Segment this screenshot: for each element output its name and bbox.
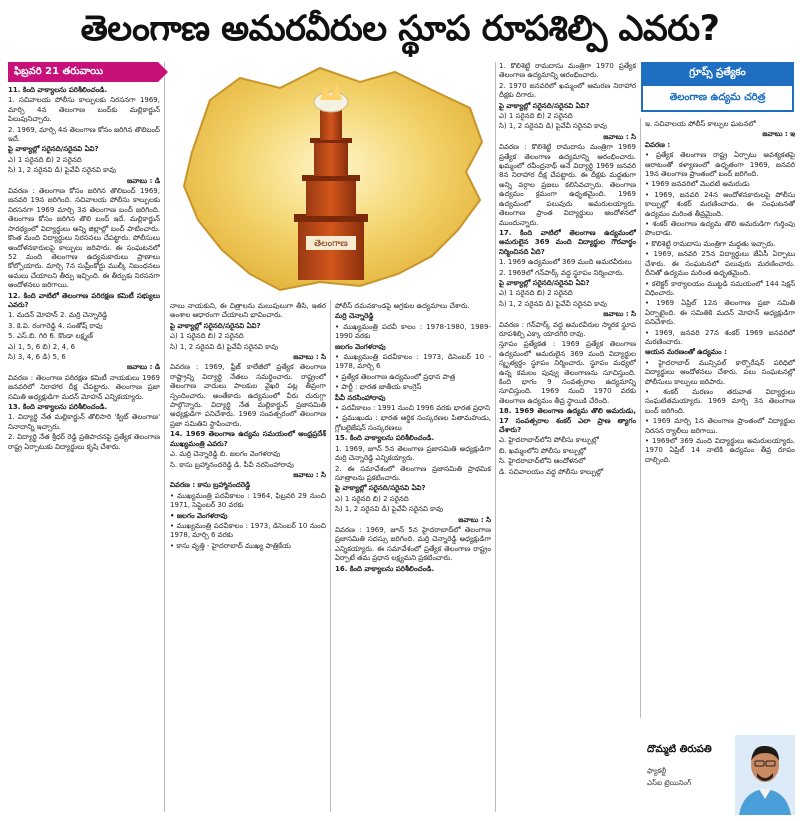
option: ఎ) 1 సరైనది బి) 2 సరైనది <box>170 332 244 341</box>
option: ఎ. మర్రి చెన్నారెడ్డి బి. జలగం వెంగళరావు <box>170 450 281 459</box>
explanation: వివరణ : కాసు బ్రహ్మానందరెడ్డి <box>170 481 251 490</box>
continuation-tag: ఫిబ్రవరి 21 తరువాయి <box>8 62 158 82</box>
statement: 1. 1969, జూన్ 5న తెలంగాణ ప్రజాసమితి అధ్యక్షుడిగా మర్రి చెన్నారెడ్డి ఎన్నికయ్యారు. <box>335 444 491 463</box>
explanation: వివరణ : 1969, ఫ్రీజ్ కాలేజీలో ప్రత్యేక తెలంగాణ రాష్ట్రాన్ని విద్యార్థి నేతలు సమర్థించారు. రాష్ట్రంలో తెలంగాణ వాదులు పాలకుల వైఖరి పట్ల తీవ్రంగా స్పందించారు. అంతేకాదు ఉద్యమంలో వీరు చురుగ్గా పాల్గొన్నారు. విద్యార్థి నేత మల్లికార్జున్ ప్రజాసమితి అధ్యక్షుడిగా పనిచేశారు. 1969 సంవత్సరంలో తెలంగాణ ప్రజా సమితిని స్థాపించారు. <box>170 363 326 428</box>
bullet: • కలెక్టర్ కార్యాలయం ముట్టడి సమయంలో 144 సెక్షన్ విధించారు. <box>645 279 795 297</box>
column-2 <box>170 302 326 812</box>
question-prompt: పై వాక్యాల్లో సరైనది/సరైనవి ఏవి? <box>499 101 590 110</box>
headline: తెలంగాణ అమరవీరుల స్థూప రూపశిల్పి ఎవరు? <box>80 9 720 49</box>
answer: జవాబు : సి <box>603 310 636 319</box>
author-role-detail: ఎస్ఐ ట్రెయినింగ్ <box>647 779 692 787</box>
subheading: • జలగం వెంగళరావు <box>170 511 228 520</box>
telangana-map-monument-illustration <box>170 60 492 298</box>
avatar <box>735 735 795 815</box>
bullet: • కొలిశెట్టి రామదాసు మంత్రిగా మద్దతు ఇచ్చారు. <box>645 239 776 248</box>
author-photo-icon <box>735 735 795 815</box>
column-divider <box>640 118 641 718</box>
bullet: • శంకర్ మరణం తరువాత విద్యార్థులు సంఘటితమయ్యారు. 1969 మార్చి 3న తెలంగాణ బంద్ జరిగింది. <box>645 387 795 415</box>
author-card <box>647 735 797 817</box>
answer: జవాబు : సి <box>293 353 326 362</box>
answer: జవాబు : సి <box>603 132 636 141</box>
bullet: • 1969లో 369 మంది విద్యార్థులు అమరులయ్యారు. 1970 ఏప్రిల్ 14 నాటికి ఉద్యమం తీవ్ర రూపం దాల్చింది. <box>645 437 795 464</box>
section-label: గ్రూప్స్ ప్రత్యేకం <box>641 62 794 84</box>
option: సి) 1, 2 సరైనవి డి) పైవేవీ సరైనవి కావు <box>170 342 278 351</box>
option: సి. కాసు బ్రహ్మానందరెడ్డి డి. పీవీ నరసింహారావు <box>170 460 294 469</box>
option: ఎ) 1 సరైనది బి) 2 సరైనది <box>499 289 573 298</box>
option: సి) 1, 2 సరైనవి డి) పైవేవీ సరైనవి కావు <box>8 166 116 175</box>
column-3 <box>335 302 491 812</box>
subheading: మర్రి చెన్నారెడ్డి <box>335 312 374 321</box>
answer: జవాబు : డి <box>127 363 160 372</box>
statement: 2. 1969లో గన్‌పార్క్ వద్ద స్థూపం నిర్మించారు. <box>499 268 625 277</box>
bullet: • కాసు వృత్తి - హైదరాబాద్ ముఖ్య పాత్రికేయ <box>170 541 291 550</box>
answer: జవాబు : ఇ <box>762 130 795 139</box>
option: 3. కె.వి. రంగారెడ్డి 4. సంతోష్ రావు <box>8 321 103 330</box>
statement: 2. ఈ సమావేశంలో తెలంగాణ ప్రజాసమితి ప్రాథమిక సూత్రాలను ప్రకటించారు. <box>335 464 491 482</box>
bullet: • ముఖ్యమంత్రి పదవీకాలం : 1973, డిసెంబర్ 10 - 1978, మార్చి 6 <box>335 353 491 371</box>
question-14: 14. 1969 తెలంగాణ ఉద్యమ సమయంలో ఆంధ్రప్రదేశ్ ముఖ్యమంత్రి ఎవరు? <box>170 430 326 448</box>
explanation: స్తూపం ప్రత్యేకత : 1969 ప్రత్యేక తెలంగాణ ఉద్యమంలో అమరులైన 369 మంది విద్యార్థుల స్మృత్యర్థం స్థూపం నిర్మించారు. స్థూపం మధ్యలో ఉన్న కమలం పువ్వు తెలంగాణను సూచిస్తుంది. కింది భాగం 9 సంవత్సరాల ఉద్యమాన్ని సూచిస్తుంది. 1969 నుంచి 1970 వరకు తెలంగాణ ఉద్యమం తీవ్ర స్థాయికి చేరింది. <box>499 340 636 405</box>
bullet: • 1969 మార్చి 1న తెలంగాణ ప్రాంతంలో విద్యార్థుల నిరసన ర్యాలీలు జరిగాయి. <box>645 417 795 435</box>
explanation: వివరణ : తెలంగాణ కోసం జరిగిన తొలిబంద్ 1969, జనవరి 19న జరిగింది. సచివాలయ పోలీసు కాల్పులకు నిరసనగా 1969 మార్చి 3న తెలంగాణ బంద్ జరిగింది. తెలంగాణ కోసం జరిగిన తొలి బంద్ ఇదే. మల్లికార్జున్ సారథ్యంలో విద్యార్థులు అన్ని జిల్లాల్లో బంద్ పాటించారు. కొంత మంది విద్యార్థులు నిరసనలు చేపట్టారు. పోలీసులు ఆందోళనకారులపై కాల్పులు జరిపారు. ఈ సంఘటనలో 52 మంది తెలంగాణ ఉద్యమకారులు ప్రాణాలు కోల్పోయారు. మార్చి 7న సుప్రీంకోర్టు ముల్కీ నిబంధనలు అమలు చేయాలని తీర్పు ఇచ్చింది. ఈ తీర్పుకు నిరసనగా ఆందోళనలు జరిగాయి. <box>8 187 160 290</box>
answer: జవాబు : సి <box>458 515 491 524</box>
statement: 1. విద్యార్థి నేత మల్లికార్జున్ తొలిసారి 'క్విట్ తెలంగాణ' నినాదాన్ని ఇచ్చారు. <box>8 413 160 431</box>
bullet: • 1969, జనవరి 25న విద్యార్థులు జేఏసీ ఏర్పాటు చేశారు. ఈ సంఘటనలో పలువురు మరణించారు. దీనితో ఉద్యమం మరింత ఉధృతమైంది. <box>645 250 795 278</box>
column-divider <box>164 62 165 812</box>
question-12: 12. కింది వాటిలో తెలంగాణ పరిరక్షణ కమిటీ సభ్యులు ఎవరు? <box>8 291 160 309</box>
question-16: 16. కింది వాక్యాలను పరిశీలించండి. <box>335 564 435 573</box>
column-1 <box>8 86 160 812</box>
bullet: • ముఖ్యమంత్రి పదవీకాలం : 1964, ఫిబ్రవరి 29 నుంచి 1971, సెప్టెంబర్ 30 వరకు <box>170 491 326 510</box>
bullet: • ప్రత్యేక తెలంగాణ ఉద్యమంలో ప్రధాన పాత్ర <box>335 372 456 381</box>
bullet: • హైదరాబాద్ మున్సిపల్ కార్పొరేషన్ పరిధిలో విద్యార్థులు ఆందోళనలు చేశారు. పలు సంఘటనల్లో పోలీసులు కాల్పులు జరిపారు. <box>645 358 795 386</box>
column-5 <box>645 120 795 732</box>
statement: 2. విద్యార్థి నేత శ్రీధర్ రెడ్డి ప్రతిపాదనపై ప్రత్యేక తెలంగాణ రాష్ట్ర ఏర్పాటుకు విద్యార్థులు కృషి చేశారు. <box>8 433 160 451</box>
option: డి. సచివాలయం వద్ద పోలీసు కాల్పుల్లో <box>499 467 604 476</box>
bullet: • 1969, జనవరి 24న ఆందోళనకారులపై పోలీసు కాల్పుల్లో శంకర్ మరణించాడు. ఈ సంఘటనతో ఉద్యమం మరింత తీవ్రమైంది. <box>645 190 795 218</box>
bullet: • 1969 ఏప్రిల్ 12న తెలంగాణ ప్రజా సమితి ఏర్పాటైంది. ఈ సమితికి మదన్ మోహన్ అధ్యక్షుడిగా పనిచేశారు. <box>645 299 795 327</box>
question-11: 11. కింది వాక్యాలను పరిశీలించండి. <box>8 86 108 94</box>
column-divider <box>330 300 331 812</box>
bullet: • ప్రత్యేక తెలంగాణ రాష్ట్ర ఏర్పాటు ఆవశ్యకతపై ఆరాటంతో కళ్యాణంలో ఉధృతంగా 1969, జనవరి 19న తెలంగాణ ప్రాంతంలో బంద్ జరిగింది. <box>645 151 795 179</box>
paragraph: పోలీస్ దమనకాండపై అగ్రకుల ఉద్యమాలు చేశారు. <box>335 302 470 310</box>
question-prompt: పై వాక్యాల్లో సరైనది/సరైనవి ఏవి? <box>170 321 261 330</box>
option: 5. ఎస్.బి. గిరి 6. కొండా లక్ష్మణ్ <box>8 332 93 341</box>
question-15: 15. కింది వాక్యాలను పరిశీలించండి. <box>335 434 435 443</box>
statement: 1. సచివాలయ పోలీసు కాల్పులకు నిరసనగా 1969, మార్చి 4న తెలంగాణ బంద్‌కు మల్లికార్జున్ పిలుపునిచ్చారు. <box>8 96 160 124</box>
statement: 1. కొలిశెట్టి రామదాసు మంత్రిగా 1970 ప్రత్యేక తెలంగాణ ఉద్యమాన్ని ఆరంభించారు. <box>499 62 636 80</box>
subheading: జలగం వెంగళరావు <box>335 342 386 351</box>
question-prompt: పై వాక్యాల్లో సరైనది/సరైనవి ఏవి? <box>8 145 99 154</box>
option: సి) 3, 4, 6 డి) 5, 6 <box>8 352 66 361</box>
bullet: • ముఖ్యమంత్రి పదవీ కాలం : 1978-1980, 1989-1990 వరకు <box>335 322 491 341</box>
question-prompt: పై వాక్యాల్లో సరైనది/సరైనవి ఏవి? <box>499 278 590 287</box>
bullet: • 1969 జనవరిలో మొదటి అమరుడు <box>645 180 750 189</box>
question-17: 17. కింది వాటిలో తెలంగాణ ఉద్యమంలో అమరులైన 369 మంది విద్యార్థుల గౌరవార్థం నిర్మించినది ఏది? <box>499 228 636 256</box>
section-label-box <box>641 62 794 114</box>
author-name: దొమ్మటి తిరుపతి <box>647 744 712 755</box>
statement: 2. 1970 జనవరిలో ఖమ్మంలో ఆమరణ నిరాహార దీక్షకు దిగారు. <box>499 81 636 100</box>
question-prompt: పై వాక్యాల్లో సరైనది/సరైనవి ఏవి? <box>335 484 426 493</box>
bullet: • పదవీకాలం : 1991 నుంచి 1996 వరకు భారత ప్రధాని <box>335 404 490 413</box>
statement: 2. 1969, మార్చి 4న తెలంగాణ కోసం జరిగిన తొలిబంద్ ఇదే. <box>8 125 160 144</box>
explanation: వివరణ : గన్‌పార్క్ వద్ద అమరవీరుల స్మారక స్థూప రూపశిల్పి ఎక్కా యాదగిరి రావు. <box>499 320 636 338</box>
option: 1. మదన్ మోహన్ 2. మర్రి చెన్నారెడ్డి <box>8 311 108 320</box>
option: సి) 1, 2 సరైనవి డి) పైవేవీ సరైనవి కావు <box>499 299 607 308</box>
statement: 1. 1969 ఉద్యమంలో 369 మంది అమరవీరులు <box>499 258 632 267</box>
option: ఎ) 1 సరైనది బి) 2 సరైనది <box>335 494 409 503</box>
explanation: వివరణ : కొలిశెట్టి రామదాసు మంత్రిగా 1969 ప్రత్యేక తెలంగాణ ఉద్యమాన్ని ఆరంభించారు. ఖమ్మంలో రవీంద్రనాథ్ అనే విద్యార్థి 1969 జనవరి 8న నిరాహార దీక్ష చేపట్టారు. ఈ దీక్షకు మద్దతుగా అన్ని వర్గాల ప్రజలు కలిసివచ్చారు. తెలంగాణ ఉద్యమం క్రమంగా ఉధృతమైంది. 1969 ఉద్యమంలో పలువురు అమరులయ్యారు. తెలంగాణ ప్రాంత విద్యార్థులు ఆందోళనలో ముందున్నారు. <box>499 143 636 227</box>
subheading: ఆయన మరణంతో ఉద్యమం : <box>645 348 727 357</box>
option: ఎ) 1 సరైనది బి) 2 సరైనది <box>8 155 82 164</box>
subheading: పీవీ నరసింహారావు <box>335 393 386 402</box>
bullet: • ప్రముఖుడు : భారత ఆర్థిక సంస్కరణల పితామహుడు, గ్లోబలైజేషన్ సంస్కరణలు <box>335 414 491 432</box>
column-4 <box>499 62 636 812</box>
answer: జవాబు : సి <box>293 470 326 479</box>
option: ఎ. హైదరాబాద్‌లోని పోలీసు కాల్పుల్లో <box>499 436 599 445</box>
hero-image <box>170 60 492 298</box>
question-13: 13. కింది వాక్యాలను పరిశీలించండి. <box>8 403 108 411</box>
option: సి) 1, 2 సరైనవి డి) పైవేవీ సరైనవి కావు <box>499 122 607 131</box>
option: బి. ఖమ్మంలోని పోలీసు కాల్పుల్లో <box>499 446 586 455</box>
paragraph: నాలు నాయకుని, ఈ చిత్రాలను మలుపులుగా తీసి, ఇతర అంశాల ఆధారంగా చేయాలని భావించారు. <box>170 302 326 320</box>
bullet: • ముఖ్యమంత్రి పదవీకాలం : 1973, డిసెంబర్ 10 నుంచి 1978, మార్చి 6 వరకు <box>170 521 326 540</box>
monument-inscription: తెలంగాణ <box>314 239 348 249</box>
option: ఇ. సచివాలయ పోలీస్ కాల్పుల ఘటనలో <box>645 120 756 128</box>
option: సి. హైదరాబాద్‌లోని ఆందోళనలో <box>499 457 586 466</box>
answer: జవాబు : డి <box>127 176 160 185</box>
author-role: ఫ్యాకల్టీ <box>647 767 667 775</box>
bullet: • పార్టీ : భారత జాతీయ కాంగ్రెస్ <box>335 383 422 392</box>
question-18: 18. 1969 తెలంగాణ ఉద్యమ తొలి అమరుడు, 17 సంవత్సరాల శంకర్ ఎలా ప్రాణ త్యాగం చేశారు? <box>499 407 636 435</box>
option: సి) 1, 2 సరైనవి డి) పైవేవీ సరైనవి కావు <box>335 505 443 514</box>
explanation: వివరణ : తెలంగాణ పరిరక్షణ కమిటీ నాయకులు 1969 జనవరిలో నిరాహార దీక్ష చేపట్టారు. తెలంగాణ ప్రజా సమితి అధ్యక్షుడిగా మదన్ మోహన్ ఎన్నికయ్యారు. <box>8 373 160 401</box>
option: ఎ) 1, 5, 6 బి) 2, 4, 6 <box>8 342 76 351</box>
option: ఎ) 1 సరైనది బి) 2 సరైనది <box>499 112 573 121</box>
bullet: • 1969, జనవరి 27న శంకర్ 1969 జనవరిలో మరణించారు. <box>645 328 795 346</box>
explanation-label: వివరణ : <box>645 140 671 149</box>
section-subtitle: తెలంగాణ ఉద్యమ చరిత్ర <box>641 84 794 112</box>
column-divider <box>495 62 496 812</box>
explanation: వివరణ : 1969, జూన్ 5న హైదరాబాద్‌లో తెలంగాణ ప్రజాసమితి సదస్సు జరిగింది. మర్రి చెన్నారెడ్డి అధ్యక్షుడిగా ఎన్నికయ్యారు. ఈ సమావేశంలో ప్రత్యేక తెలంగాణ రాష్ట్రం ఏర్పాటే తమ ప్రధాన లక్ష్యమని ప్రకటించారు. <box>335 525 491 563</box>
bullet: • శంకర్ తెలంగాణ ఉద్యమ తొలి అమరుడిగా గుర్తింపు పొందాడు. <box>645 220 795 238</box>
